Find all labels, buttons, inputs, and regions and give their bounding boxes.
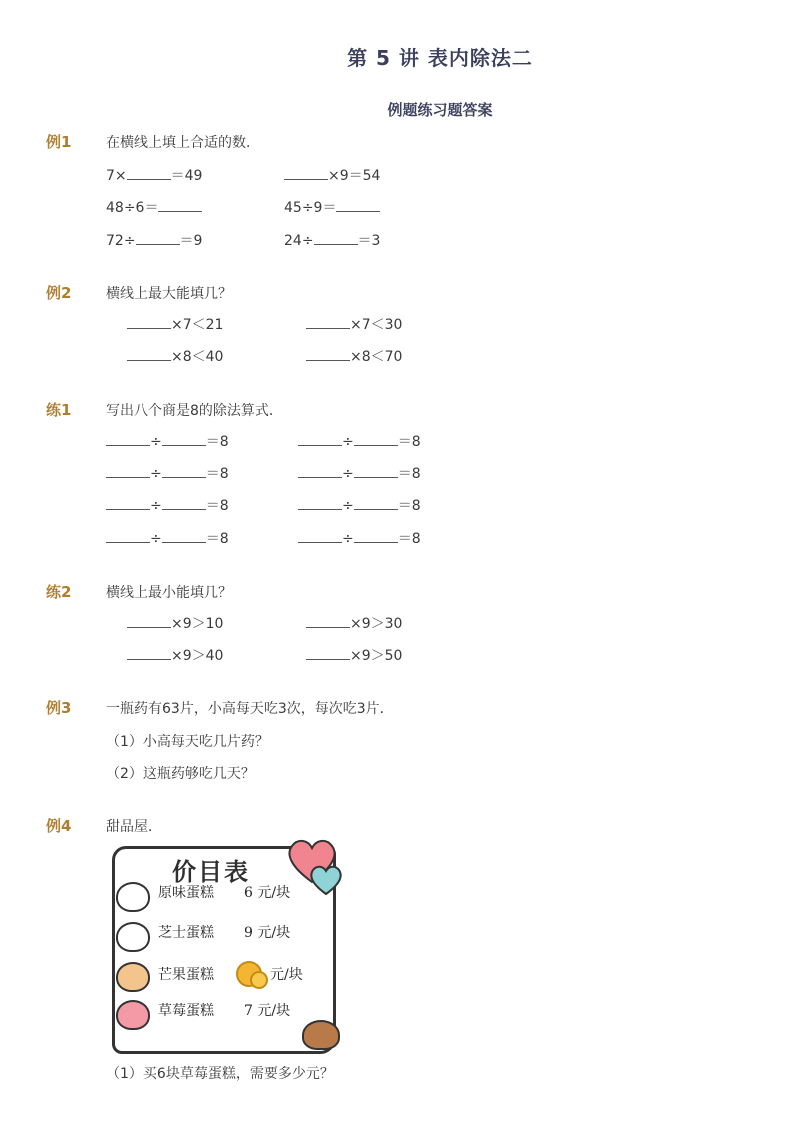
section-tag-ex2: 例2 [46, 284, 72, 302]
pr2-row1-left: ×9＞10 [127, 613, 223, 633]
ex1-row2-right: 45÷9＝ [284, 197, 380, 217]
answer-blank [127, 348, 171, 361]
ex2-prompt: 横线上最大能填几？ [106, 286, 232, 302]
price-list-card [112, 840, 338, 1052]
page-title: 第 5 讲 表内除法二 [347, 46, 533, 70]
answer-blank [298, 465, 342, 478]
ex2-row2-right: ×8＜70 [306, 346, 402, 366]
ex3-question-2: （2）这瓶药够吃几天？ [106, 766, 255, 782]
ex1-row2-left: 48÷6＝ [106, 197, 202, 217]
section-tag-ex3: 例3 [46, 699, 72, 717]
answer-blank [127, 316, 171, 329]
answer-blank [106, 497, 150, 510]
pr2-prompt: 横线上最小能填几？ [106, 585, 232, 601]
answer-blank [127, 167, 171, 180]
ex3-prompt: 一瓶药有63片，小高每天吃3次，每次吃3片． [106, 701, 394, 717]
answer-blank [162, 530, 206, 543]
answer-blank [306, 647, 350, 660]
answer-blank [127, 647, 171, 660]
pr1-eq: ÷ ＝8 [106, 463, 229, 483]
answer-blank [354, 530, 398, 543]
pr1-eq: ÷ ＝8 [298, 528, 421, 548]
cat-face-icon [116, 882, 150, 912]
answer-blank [127, 615, 171, 628]
cat-face-icon [116, 922, 150, 952]
section-tag-ex1: 例1 [46, 133, 72, 151]
teal-heart-icon [308, 864, 344, 896]
pr1-eq: ÷ ＝8 [106, 495, 229, 515]
item-price: 元/块 [270, 967, 303, 983]
ex2-row1-right: ×7＜30 [306, 314, 402, 334]
answer-blank [284, 167, 328, 180]
item-name: 原味蛋糕 [158, 885, 214, 901]
section-tag-ex4: 例4 [46, 817, 72, 835]
answer-blank [354, 497, 398, 510]
pr1-eq: ÷ ＝8 [298, 431, 421, 451]
answer-blank [162, 433, 206, 446]
answer-blank [298, 433, 342, 446]
ex1-row1-left: 7× ＝49 [106, 168, 203, 184]
ex1-row3-right: 24÷ ＝3 [284, 233, 381, 249]
ex1-row1-right: ×9＝54 [284, 165, 380, 185]
answer-blank [306, 615, 350, 628]
pr1-eq: ÷ ＝8 [106, 528, 229, 548]
ex3-question-1: （1）小高每天吃几片药？ [106, 734, 269, 750]
item-price: 6 元/块 [244, 885, 291, 901]
bear-icon [302, 1020, 340, 1050]
pr1-eq: ÷ ＝8 [106, 431, 229, 451]
pr2-row1-right: ×9＞30 [306, 613, 402, 633]
section-tag-pr2: 练2 [46, 583, 72, 601]
section-tag-pr1: 练1 [46, 401, 72, 419]
ex4-prompt: 甜品屋． [106, 819, 162, 835]
page-subtitle: 例题练习题答案 [387, 101, 493, 119]
answer-blank [354, 433, 398, 446]
answer-blank [106, 465, 150, 478]
item-name: 草莓蛋糕 [158, 1003, 214, 1019]
answer-blank [298, 530, 342, 543]
answer-blank [354, 465, 398, 478]
item-name: 芝士蛋糕 [158, 925, 214, 941]
answer-blank [106, 530, 150, 543]
item-name: 芒果蛋糕 [158, 967, 214, 983]
answer-blank [162, 465, 206, 478]
answer-blank [106, 433, 150, 446]
ex4-question-1: （1）买6块草莓蛋糕，需要多少元？ [106, 1066, 334, 1082]
pr2-row2-left: ×9＞40 [127, 645, 223, 665]
ex1-prompt: 在横线上填上合适的数． [106, 135, 260, 151]
cat-face-icon [116, 962, 150, 992]
item-price: 7 元/块 [244, 1003, 291, 1019]
answer-blank [306, 316, 350, 329]
answer-blank [314, 232, 358, 245]
answer-blank [158, 199, 202, 212]
answer-blank [298, 497, 342, 510]
ex1-row3-left: 72÷ ＝9 [106, 233, 203, 249]
answer-blank [306, 348, 350, 361]
pr2-row2-right: ×9＞50 [306, 645, 402, 665]
item-price: 9 元/块 [244, 925, 291, 941]
answer-blank [136, 232, 180, 245]
pr1-prompt: 写出八个商是8的除法算式． [106, 403, 283, 419]
ex2-row1-left: ×7＜21 [127, 314, 223, 334]
pr1-eq: ÷ ＝8 [298, 495, 421, 515]
pr1-eq: ÷ ＝8 [298, 463, 421, 483]
cat-face-icon [116, 1000, 150, 1030]
answer-blank [336, 199, 380, 212]
coin-icon [250, 971, 268, 989]
price-list-title: 价目表 [172, 857, 250, 886]
ex2-row2-left: ×8＜40 [127, 346, 223, 366]
answer-blank [162, 497, 206, 510]
